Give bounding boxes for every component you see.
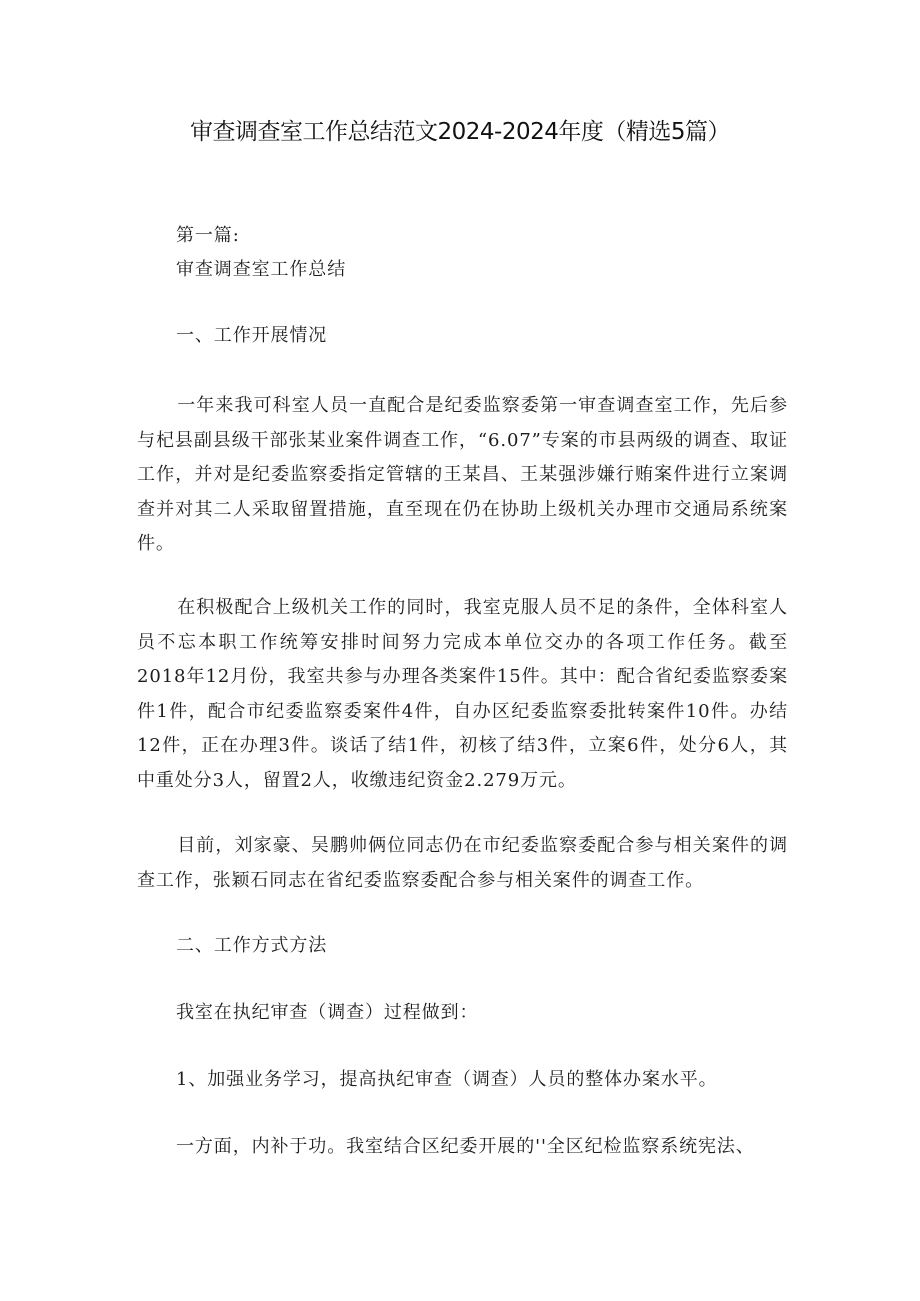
section-heading-1: 一、工作开展情况 bbox=[176, 325, 328, 346]
chapter-label: 第一篇: bbox=[176, 225, 240, 246]
paragraph-text: 目前，刘家豪、吴鹏帅俩位同志仍在市纪委监察委配合参与相关案件的调查工作，张颖石同志在省纪委监察委配合参与相关案件的调查工作。 bbox=[137, 835, 788, 891]
chapter-title: 审查调查室工作总结 bbox=[176, 259, 347, 280]
paragraph-text: 在积极配合上级机关工作的同时，我室克服人员不足的条件，全体科室人员不忘本职工作统筹安排时间努力完成本单位交办的各项工作任务。截至2018年12月份，我室共参与办理各类案件15件。其中：配合省纪委监察委案件1件，配合市纪委监察委案件4件，自办区纪委监察委批转案件10件。办结12件，正在办理3件。谈话了结1件，初核了结3件，立案6件，处分6人，其中重处分3人，留置2人，收缴违纪资金2.279万元。 bbox=[137, 597, 788, 791]
document-title: 审查调查室工作总结范文2024-2024年度（精选5篇） bbox=[190, 119, 730, 145]
list-item-1: 1、加强业务学习，提高执纪审查（调查）人员的整体办案水平。 bbox=[176, 1069, 718, 1090]
paragraph-case-statistics bbox=[137, 591, 788, 798]
paragraph-start-line: 一方面，内补于功。我室结合区纪委开展的''全区纪检监察系统宪法、 bbox=[176, 1136, 755, 1157]
section-heading-2: 二、工作方式方法 bbox=[176, 935, 328, 956]
method-intro-line: 我室在执纪审查（调查）过程做到： bbox=[176, 1002, 479, 1023]
paragraph-work-progress bbox=[137, 389, 788, 562]
paragraph-text: 一年来我可科室人员一直配合是纪委监察委第一审查调查室工作，先后参与杞县副县级干部张某业案件调查工作，“6.07”专案的市县两级的调查、取证工作，并对是纪委监察委指定管辖的王某昌、王某强涉嫌行贿案件进行立案调查并对其二人采取留置措施，直至现在仍在协助上级机关办理市交通局系统案件。 bbox=[137, 395, 788, 554]
paragraph-current-staff bbox=[137, 829, 788, 898]
